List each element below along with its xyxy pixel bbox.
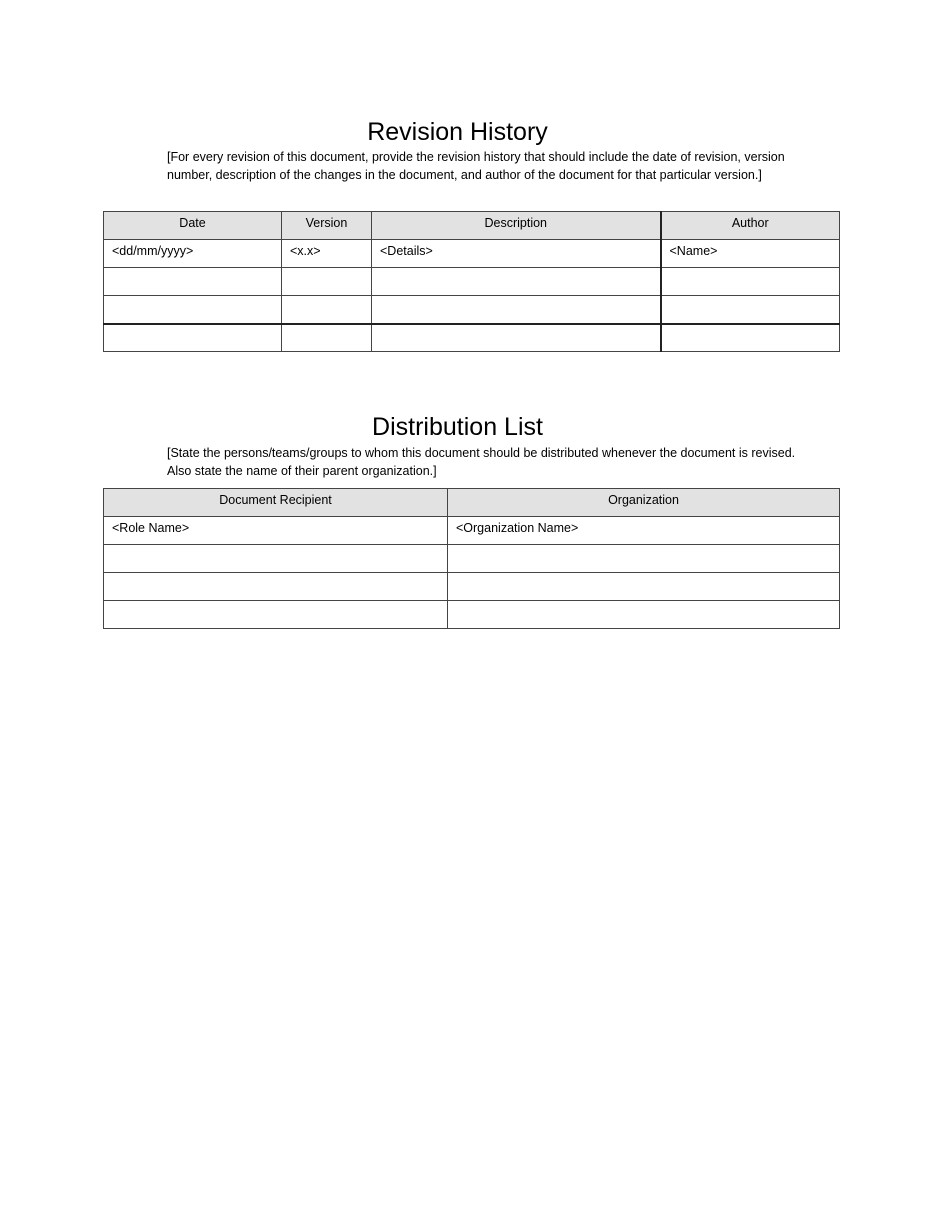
table-header-row — [104, 212, 840, 240]
recipient-cell — [104, 601, 448, 629]
table-row — [104, 601, 840, 629]
description-cell — [372, 324, 661, 352]
author-cell — [661, 324, 840, 352]
recipient-cell — [104, 545, 448, 573]
date-cell: <dd/mm/yyyy> — [104, 240, 282, 268]
table-row — [104, 545, 840, 573]
distribution-list-description: [State the persons/teams/groups to whom this document should be distributed whenever the document is revised. Also state the name of their parent organization.] — [167, 446, 812, 478]
version-cell — [282, 324, 372, 352]
author-cell: <Name> — [661, 240, 840, 268]
column-header-description: Description — [372, 212, 661, 240]
description-cell: <Details> — [372, 240, 661, 268]
author-cell — [661, 268, 840, 296]
column-header-document-recipient: Document Recipient — [104, 489, 448, 517]
organization-cell — [448, 573, 840, 601]
table-row — [104, 573, 840, 601]
version-cell — [282, 296, 372, 324]
organization-cell — [448, 601, 840, 629]
recipient-cell: <Role Name> — [104, 517, 448, 545]
revision-history-description: [For every revision of this document, provide the revision history that should include the date of revision, version number, description of the changes in the document, and author of the document for that particular version.] — [167, 150, 785, 182]
column-header-date: Date — [104, 212, 282, 240]
table-row — [104, 324, 840, 352]
table-row — [104, 517, 840, 545]
distribution-list-title: Distribution List — [372, 413, 543, 441]
date-cell — [104, 268, 282, 296]
table-row — [104, 296, 840, 324]
description-cell — [372, 268, 661, 296]
revision-history-title: Revision History — [367, 118, 548, 146]
date-cell — [104, 324, 282, 352]
version-cell — [282, 268, 372, 296]
distribution-list-table — [103, 488, 840, 629]
revision-history-table — [103, 211, 840, 352]
column-header-version: Version — [282, 212, 372, 240]
organization-cell: <Organization Name> — [448, 517, 840, 545]
version-cell: <x.x> — [282, 240, 372, 268]
table-row — [104, 240, 840, 268]
column-header-organization: Organization — [448, 489, 840, 517]
table-header-row — [104, 489, 840, 517]
recipient-cell — [104, 573, 448, 601]
description-cell — [372, 296, 661, 324]
author-cell — [661, 296, 840, 324]
organization-cell — [448, 545, 840, 573]
table-row — [104, 268, 840, 296]
date-cell — [104, 296, 282, 324]
column-header-author: Author — [661, 212, 840, 240]
